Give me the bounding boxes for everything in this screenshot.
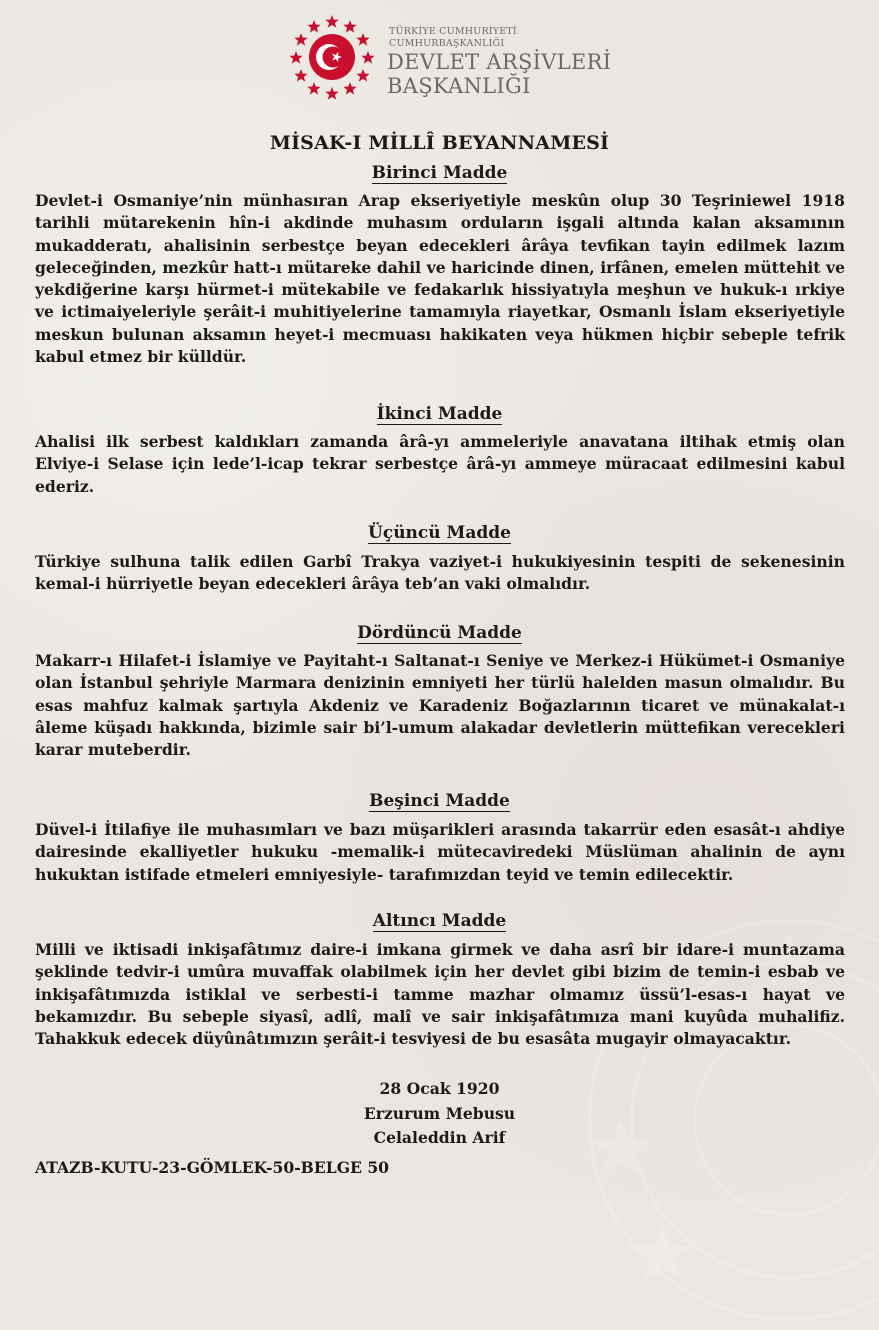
madde-heading [0, 404, 879, 424]
madde-text: Devlet-i Osmaniye’nin münhasıran Arap ekseriyetiyle meskûn olup 30 Teşriniewel 1918 tarihli mütarekenin hîn-i akdinde muhasım orduların işgali altında kalan aksamının mukadderatı, ahalisinin serbestçe beyan edecekleri ârâya tevfikan tayin edilmek lazım geleceğinden, mezkûr hatt-ı mütareke dahil ve haricinde dinen, irfânen, emelen müttehit ve yekdiğerine karşı hürmet-i mütekabile ve fedakarlık hissiyatıyla meşhun ve hukuk-ı ırkiye ve ictimaiyeleriyle şerâit-i muhitiyelerine tamamıyla riayetkar, Osmanlı İslam ekseriyetiyle meskun bulunan aksamın heyet-i mecmuası hakikaten veya hükmen hiçbir sebeple tefrik kabul etmez bir külldür. [35, 190, 845, 368]
org-name-line3: DEVLET ARŞİVLERİ [387, 50, 611, 74]
madde-text: Türkiye sulhuna talik edilen Garbî Trakya vaziyet-i hukukiyesinin tespiti de sekenesinin kemal-i hürriyetle beyan edecekleri ârâya teb’an vaki olmalıdır. [35, 551, 845, 596]
org-name-line2: CUMHURBAŞKANLIĞI [389, 38, 504, 49]
madde-text: Milli ve iktisadi inkişafâtımız daire-i imkana girmek ve daha asrî bir idare-i muntazama şeklinde tedvir-i umûra muvaffak olabilmek için her devlet gibi bizim de temin-i esbab ve inkişafâtımızda istiklal ve serbesti-i tamme mazhar olmamız üssü’l-esas-ı hayat ve bekamızdır. Bu sebeple siyasî, adlî, malî ve sair inkişafâtımıza mani kuyûda muhalifiz. Tahakkuk edecek düyûnâtımızın şerâit-i tesviyesi de bu esasâta mugayir olmayacaktır. [35, 939, 845, 1050]
madde-heading-text: Üçüncü Madde [368, 523, 511, 544]
madde-heading [0, 523, 879, 543]
signature-name: Celaleddin Arif [0, 1128, 879, 1147]
document-title: MİSAK-I MİLLÎ BEYANNAMESİ [0, 132, 879, 154]
madde-heading-text: Birinci Madde [372, 163, 508, 184]
madde-heading-text: İkinci Madde [377, 404, 503, 425]
madde-text: Makarr-ı Hilafet-i İslamiye ve Payitaht-ı Saltanat-ı Seniye ve Merkez-i Hükümet-i Osmaniye olan İstanbul şehriyle Marmara denizinin emniyeti her türlü halelden masun olmalıdır. Bu esas mahfuz kalmak şartıyla Akdeniz ve Karadeniz Boğazlarının ticaret ve münakalat-ı âleme küşadı hakkında, bizimle sair bi’l-umum alakadar devletlerin müttefikan verecekleri karar muteberdir. [35, 650, 845, 761]
archive-reference: ATAZB-KUTU-23-GÖMLEK-50-BELGE 50 [35, 1158, 389, 1177]
madde-heading [0, 623, 879, 643]
madde-text: Düvel-i İtilafiye ile muhasımları ve bazı müşarikleri arasında takarrür eden esasât-ı ahdiye dairesinde ekalliyetler hukuku -memalik-i mütecaviredeki Müslüman ahalinin de aynı hukuktan istifade etmeleri emniyesiyle- tarafımızdan teyid ve temin edilecektir. [35, 819, 845, 886]
madde-heading [0, 791, 879, 811]
madde-heading-text: Dördüncü Madde [357, 623, 522, 644]
institution-header [287, 12, 647, 102]
madde-heading [0, 911, 879, 931]
org-name-line1: TÜRKİYE CUMHURİYETİ [389, 26, 517, 37]
org-name-line4: BAŞKANLIĞI [387, 74, 531, 98]
signature-title: Erzurum Mebusu [0, 1104, 879, 1123]
madde-text: Ahalisi ilk serbest kaldıkları zamanda ârâ-yı ammeleriyle anavatana iltihak etmiş olan Elviye-i Selase için lede’l-icap tekrar serbestçe ârâ-yı ammeye müracaat edilmesini kabul ederiz. [35, 431, 845, 498]
presidential-seal-icon [287, 12, 377, 102]
madde-heading-text: Altıncı Madde [373, 911, 506, 932]
madde-heading [0, 163, 879, 183]
madde-heading-text: Beşinci Madde [369, 791, 510, 812]
signature-date: 28 Ocak 1920 [0, 1079, 879, 1098]
